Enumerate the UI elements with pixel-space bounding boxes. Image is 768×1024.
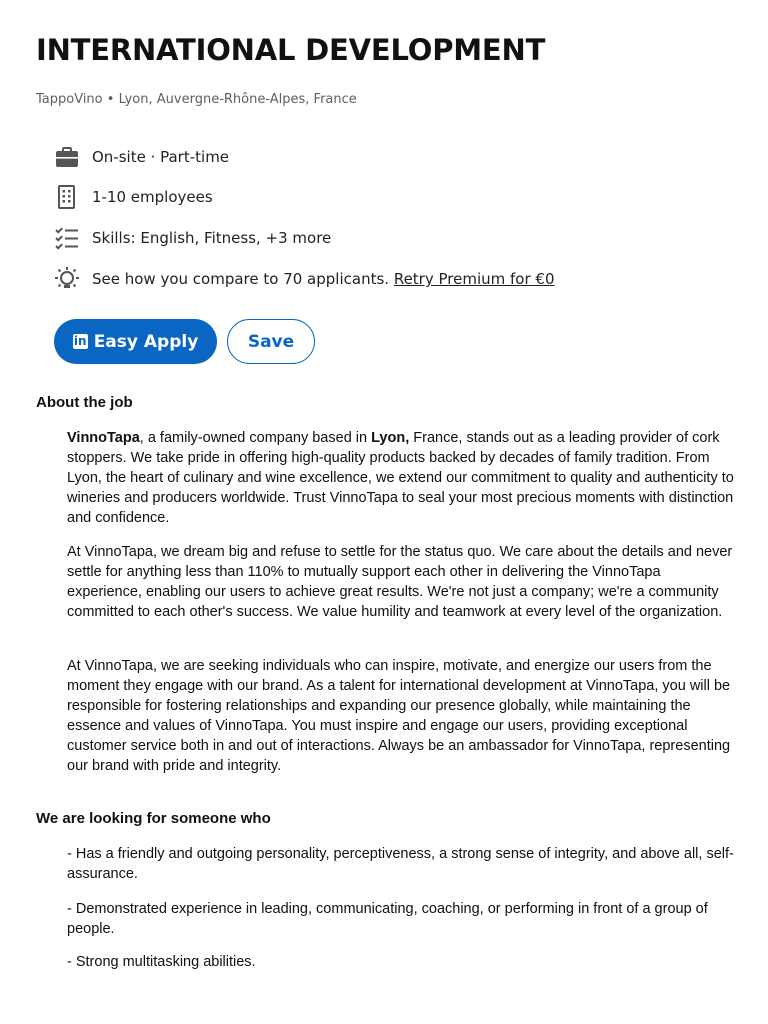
easy-apply-label: Easy Apply <box>93 331 199 352</box>
briefcase-icon <box>54 144 80 170</box>
looking-heading: We are looking for someone who <box>36 810 271 827</box>
about-p1-text-a: , a family-owned company based in <box>139 430 372 446</box>
insight-company-size <box>54 182 213 212</box>
about-paragraph-2: At VinnoTapa, we dream big and refuse to settle for the status quo. We care about the details and never settle for anything less than 110% to mutually support each other in delivering the VinnoTapa experience, enabling our users to achieve great results. We're not just a company; we're a community committed to each other's success. We value humility and teamwork at every level of the organization. <box>67 544 733 620</box>
requirement-item: - Has a friendly and outgoing personality, perceptiveness, a strong sense of integrity, and above all, self-assurance. <box>67 846 734 882</box>
about-paragraph-3: At VinnoTapa, we are seeking individuals who can inspire, motivate, and energize our users from the moment they engage with our brand. As a talent for international development at VinnoTapa, you will be responsible for fostering relationships and expanding our presence globally, while maintaining the essence and values of VinnoTapa. You must inspire and engage our users, providing exceptional customer service both in and out of interactions. Always be an ambassador for VinnoTapa, representing our brand with pride and integrity. <box>67 658 731 774</box>
requirement-item: - Strong multitasking abilities. <box>67 954 256 970</box>
about-heading: About the job <box>36 394 133 411</box>
insight-workplace <box>54 142 229 172</box>
meta-separator: • <box>102 92 119 107</box>
brand-name: VinnoTapa <box>67 430 140 446</box>
company-name[interactable]: TappoVino <box>36 92 103 107</box>
lightbulb-icon <box>54 266 80 292</box>
insight-company-size-text: 1-10 employees <box>92 188 213 206</box>
building-icon <box>54 184 80 210</box>
job-location: Lyon, Auvergne-Rhône-Alpes, France <box>118 92 357 107</box>
about-p1-text-b: France, stands out as a leading provider of cork stoppers. We take pride in offering high-quality products backed by decades of family tradition. From Lyon, the heart of culinary and wine excellence, we extend our commitment to quality and authenticity to wineries and producers worldwide. Trust VinnoTapa to seal your most precious moments with distinction and confidence. <box>67 430 734 526</box>
about-paragraph-1 <box>67 428 739 528</box>
insight-skills[interactable] <box>54 223 331 253</box>
save-button[interactable]: Save <box>227 319 315 364</box>
insight-skills-text: Skills: English, Fitness, +3 more <box>92 229 332 247</box>
requirement-item: - Demonstrated experience in leading, communicating, coaching, or performing in front of a group of people. <box>67 901 708 937</box>
company-location-line <box>36 92 357 107</box>
premium-link[interactable]: Retry Premium for €0 <box>393 270 555 288</box>
insight-applicants <box>54 264 555 294</box>
insight-workplace-text: On-site · Part-time <box>92 148 230 166</box>
linkedin-icon: in <box>73 334 87 348</box>
insight-applicants-text <box>92 270 555 288</box>
job-title: INTERNATIONAL DEVELOPMENT <box>36 33 546 67</box>
applicants-text: See how you compare to 70 applicants. <box>92 270 390 288</box>
checklist-icon <box>54 225 80 251</box>
easy-apply-button[interactable] <box>54 319 217 364</box>
city-name: Lyon, <box>371 430 410 446</box>
